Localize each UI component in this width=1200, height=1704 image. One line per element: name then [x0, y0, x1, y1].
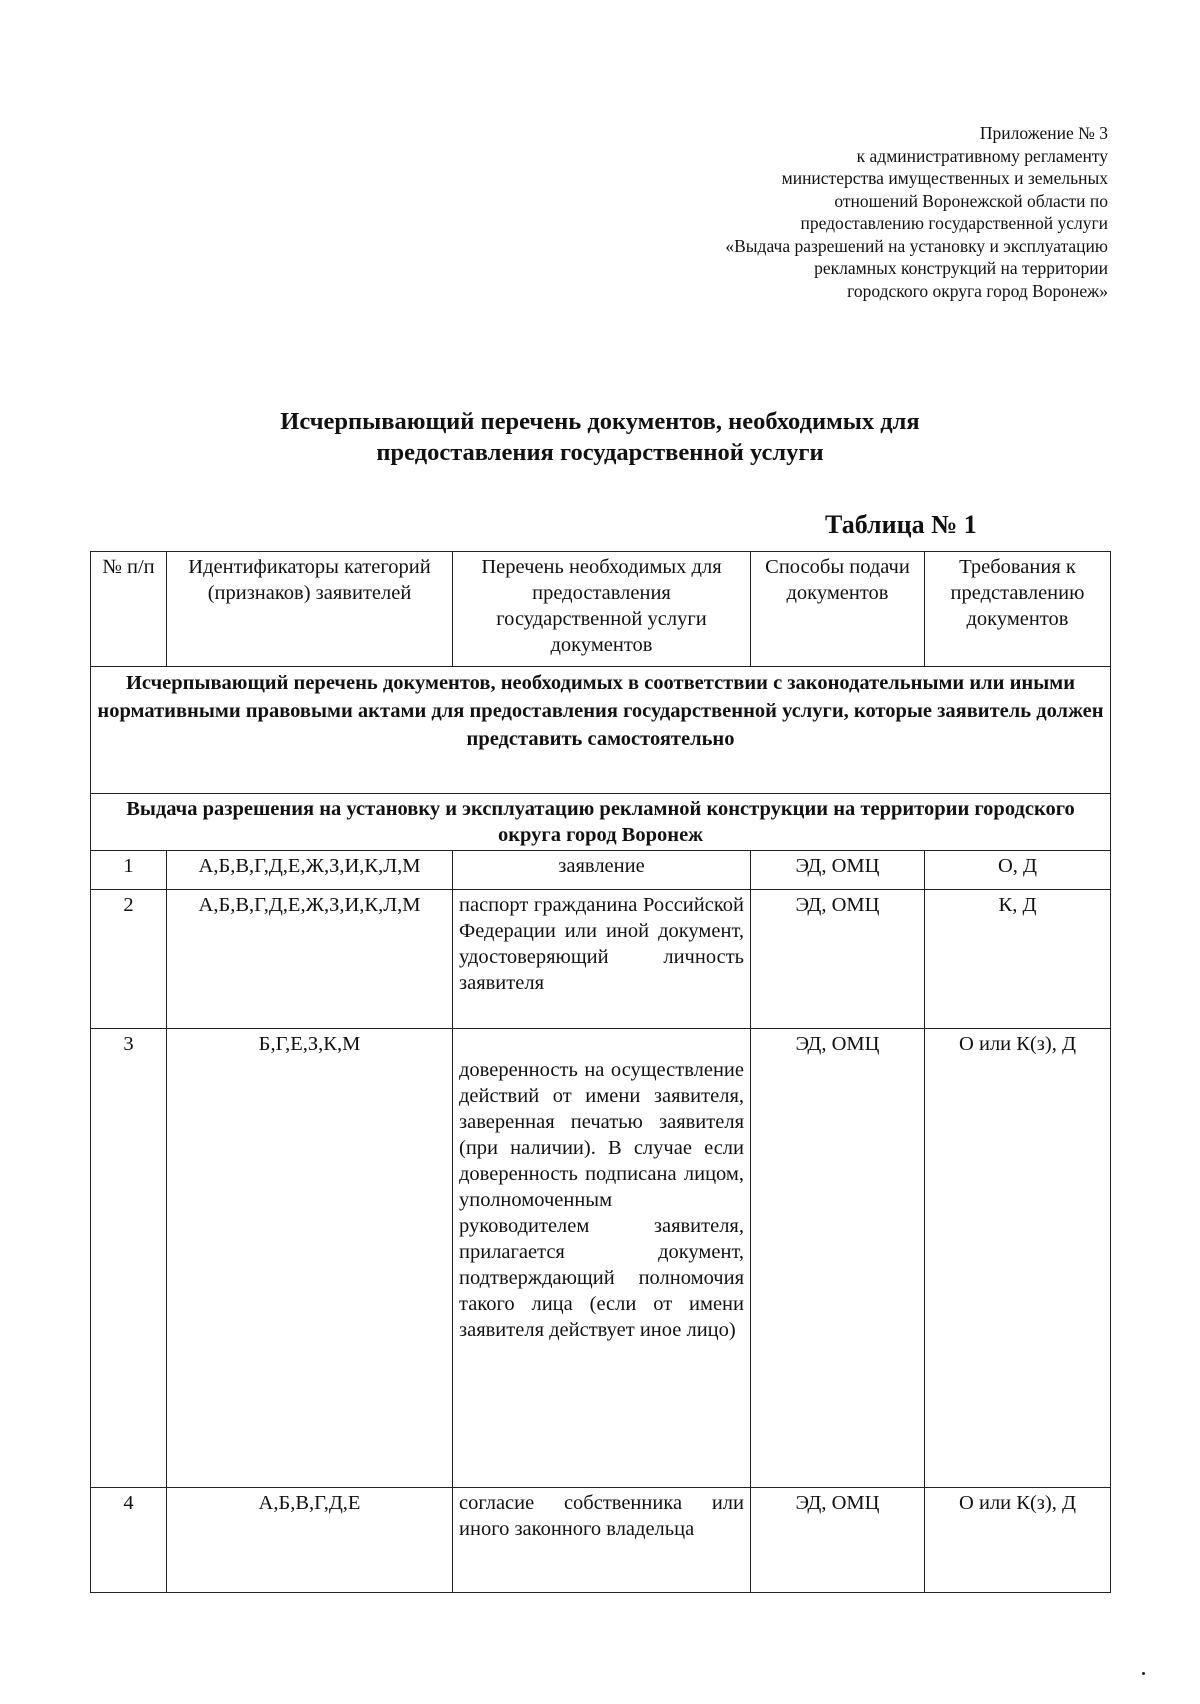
- appendix-header: [725, 122, 1108, 302]
- appendix-line: отношений Воронежской области по: [834, 190, 1108, 211]
- row-categories: А,Б,В,Г,Д,Е,Ж,З,И,К,Л,М: [167, 851, 453, 890]
- table-row: [91, 851, 1111, 890]
- table-label: Таблица № 1: [825, 510, 977, 539]
- row-requirements: О или К(з), Д: [925, 1488, 1111, 1593]
- header-documents: Перечень необходимых для предоставления государственной услуги документов: [453, 552, 751, 667]
- row-document: доверенность на осуществление действий от имени заявителя, заверенная печатью заявителя (при наличии). В случае если доверенность подписана лицом, уполномоченным руководителем заявителя, прилагается документ, подтверждающий полномочия такого лица (если от имени заявителя действует иное лицо): [453, 1029, 751, 1488]
- section-heading-row: [91, 794, 1111, 851]
- table-row: [91, 1029, 1111, 1488]
- row-num: 3: [91, 1029, 167, 1488]
- row-num: 1: [91, 851, 167, 890]
- row-document: согласие собственника или иного законного владельца: [453, 1488, 751, 1593]
- appendix-line: «Выдача разрешений на установку и эксплуатацию: [725, 235, 1108, 256]
- table-row: [91, 890, 1111, 1029]
- row-categories: А,Б,В,Г,Д,Е: [167, 1488, 453, 1593]
- row-requirements: О, Д: [925, 851, 1111, 890]
- header-num: № п/п: [91, 552, 167, 667]
- appendix-line: к административному регламенту: [856, 145, 1108, 166]
- header-methods: Способы подачи документов: [751, 552, 925, 667]
- row-num: 4: [91, 1488, 167, 1593]
- section-heading-permit: Выдача разрешения на установку и эксплуатацию рекламной конструкции на территории городского округа город Воронеж: [91, 794, 1111, 851]
- header-categories: Идентификаторы категорий (признаков) заявителей: [167, 552, 453, 667]
- row-requirements: О или К(з), Д: [925, 1029, 1111, 1488]
- appendix-line: рекламных конструкций на территории: [814, 258, 1108, 278]
- section-heading-row: [91, 667, 1111, 794]
- row-categories: Б,Г,Е,З,К,М: [167, 1029, 453, 1488]
- table-row: [91, 1488, 1111, 1593]
- row-methods: ЭД, ОМЦ: [751, 851, 925, 890]
- row-document: заявление: [453, 851, 751, 890]
- row-num: 2: [91, 890, 167, 1029]
- row-methods: ЭД, ОМЦ: [751, 1488, 925, 1593]
- appendix-line: министерства имущественных и земельных: [781, 168, 1108, 188]
- row-document: паспорт гражданина Российской Федерации или иной документ, удостоверяющий личность заявителя: [453, 890, 751, 1029]
- row-methods: ЭД, ОМЦ: [751, 1029, 925, 1488]
- appendix-line: Приложение № 3: [979, 123, 1108, 143]
- documents-table: [90, 551, 1111, 1593]
- section-heading-mandatory: Исчерпывающий перечень документов, необходимых в соответствии с законодательными или иными нормативными правовыми актами для предоставления государственной услуги, которые заявитель должен представить самостоятельно: [91, 667, 1111, 794]
- row-requirements: К, Д: [925, 890, 1111, 1029]
- row-categories: А,Б,В,Г,Д,Е,Ж,З,И,К,Л,М: [167, 890, 453, 1029]
- appendix-line: городского округа город Воронеж»: [847, 280, 1108, 301]
- row-methods: ЭД, ОМЦ: [751, 890, 925, 1029]
- table-header-row: [91, 552, 1111, 667]
- scan-speck: [1142, 1672, 1145, 1675]
- title-line-2: предоставления государственной услуги: [376, 439, 824, 466]
- appendix-line: предоставлению государственной услуги: [800, 213, 1108, 233]
- header-requirements: Требования к представлению документов: [925, 552, 1111, 667]
- document-title: [0, 406, 1200, 468]
- title-line-1: Исчерпывающий перечень документов, необходимых для: [280, 408, 920, 435]
